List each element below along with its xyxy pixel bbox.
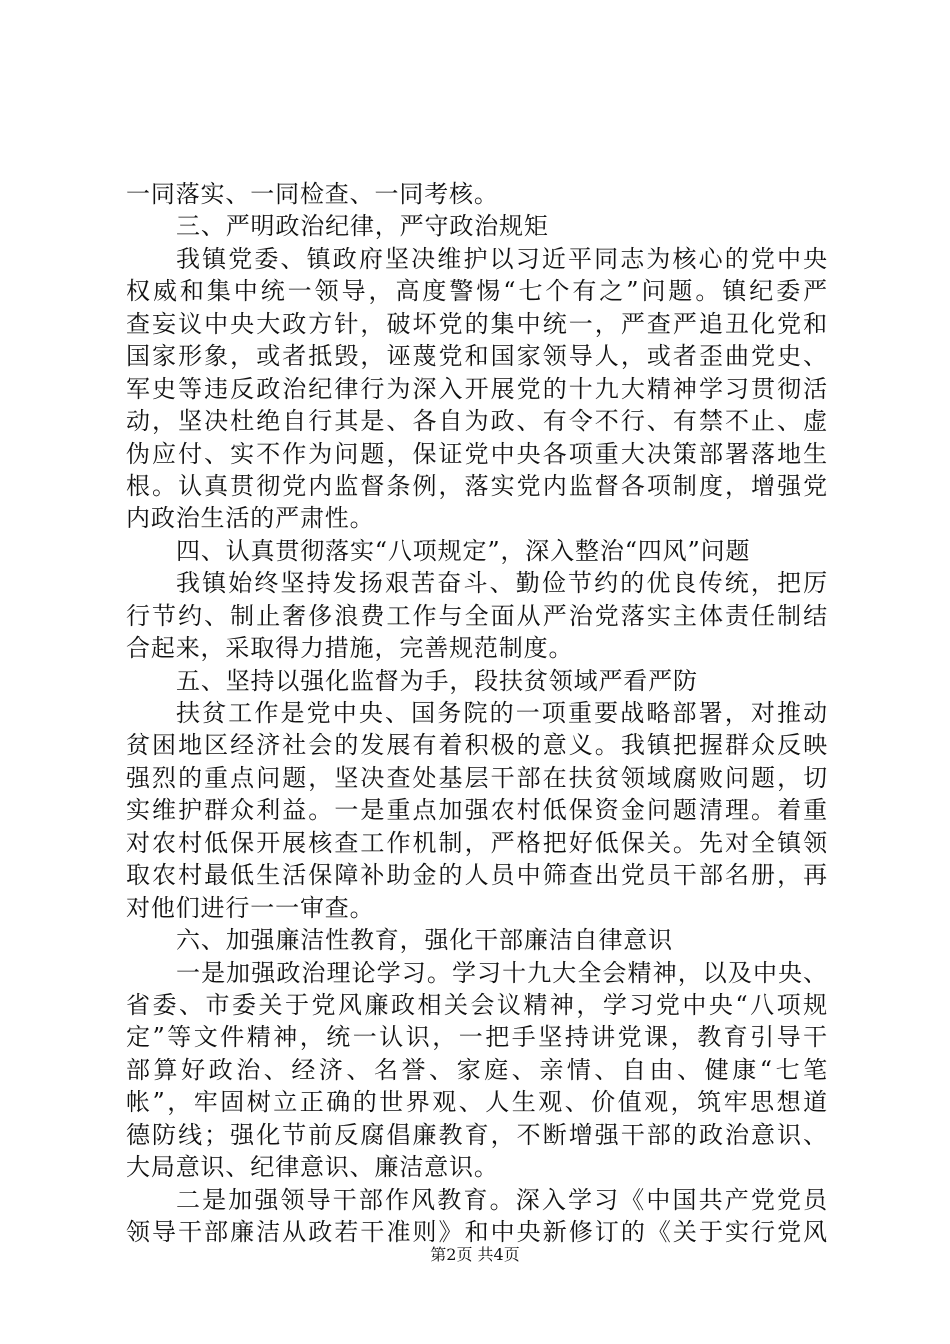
text-line: 一同落实、一同检查、一同考核。 (126, 180, 499, 208)
document-body (126, 178, 828, 1248)
text-line: 权威和集中统一领导，高度警惕“七个有之”问题。镇纪委严 (126, 277, 828, 306)
text-line: 国家形象，或者抵毁，诬蔑党和国家领导人，或者歪曲党史、 (126, 342, 828, 371)
text-line: 帐”，牢固树立正确的世界观、人生观、价值观，筑牢思想道 (126, 1088, 828, 1117)
text-line: 实维护群众利益。一是重点加强农村低保资金问题清理。着重 (126, 796, 828, 825)
text-line: 对他们进行一一审查。 (126, 893, 375, 922)
text-line: 根。认真贯彻党内监督条例，落实党内监督各项制度，增强党 (126, 471, 828, 500)
text-line: 内政治生活的严肃性。 (126, 504, 375, 533)
text-line: 扶贫工作是党中央、国务院的一项重要战略部署，对推动 (176, 699, 828, 727)
text-line: 动，坚决杜绝自行其是、各自为政、有令不行、有禁不止、虚 (126, 407, 828, 436)
text-line: 我镇始终坚持发扬艰苦奋斗、勤俭节约的优良传统，把厉 (176, 569, 828, 598)
text-line: 一是加强政治理论学习。学习十九大全会精神，以及中央、 (176, 958, 828, 987)
text-line: 贫困地区经济社会的发展有着积极的意义。我镇把握群众反映 (126, 731, 828, 760)
text-line: 我镇党委、镇政府坚决维护以习近平同志为核心的党中央 (176, 244, 828, 273)
text-line: 对农村低保开展核查工作机制，严格把好低保关。先对全镇领 (126, 828, 828, 857)
text-line: 强烈的重点问题，坚决查处基层干部在扶贫领域腐败问题，切 (126, 763, 828, 792)
text-line: 领导干部廉洁从政若干准则》和中央新修订的《关于实行党风 (126, 1218, 828, 1246)
text-line: 四、认真贯彻落实“八项规定”，深入整治“四风”问题 (176, 536, 751, 565)
text-line: 省委、市委关于党风廉政相关会议精神，学习党中央“八项规 (126, 990, 828, 1019)
text-line: 合起来，采取得力措施，完善规范制度。 (126, 634, 574, 663)
text-line: 取农村最低生活保障补助金的人员中筛查出党员干部名册，再 (126, 861, 828, 890)
text-line: 三、严明政治纪律，严守政治规矩 (176, 212, 549, 241)
page-footer: 第2页 共4页 (430, 1245, 520, 1264)
text-line: 大局意识、纪律意识、廉洁意识。 (126, 1153, 499, 1182)
text-line: 六、加强廉洁性教育，强化干部廉洁自律意识 (176, 926, 673, 955)
text-line: 部算好政治、经济、名誉、家庭、亲情、自由、健康“七笔 (126, 1055, 828, 1084)
text-line: 行节约、制止奢侈浪费工作与全面从严治党落实主体责任制结 (126, 601, 828, 630)
text-line: 查妄议中央大政方针，破坏党的集中统一，严查严追丑化党和 (126, 309, 828, 338)
text-line: 五、坚持以强化监督为手，段扶贫领域严看严防 (176, 666, 698, 695)
text-line: 定”等文件精神，统一认识，一把手坚持讲党课，教育引导干 (126, 1023, 828, 1052)
text-line: 德防线；强化节前反腐倡廉教育，不断增强干部的政治意识、 (126, 1120, 828, 1149)
text-line: 二是加强领导干部作风教育。深入学习《中国共产党党员 (176, 1185, 828, 1214)
text-line: 伪应付、实不作为问题，保证党中央各项重大决策部署落地生 (126, 439, 828, 468)
text-line: 军史等违反政治纪律行为深入开展党的十九大精神学习贯彻活 (126, 374, 828, 403)
